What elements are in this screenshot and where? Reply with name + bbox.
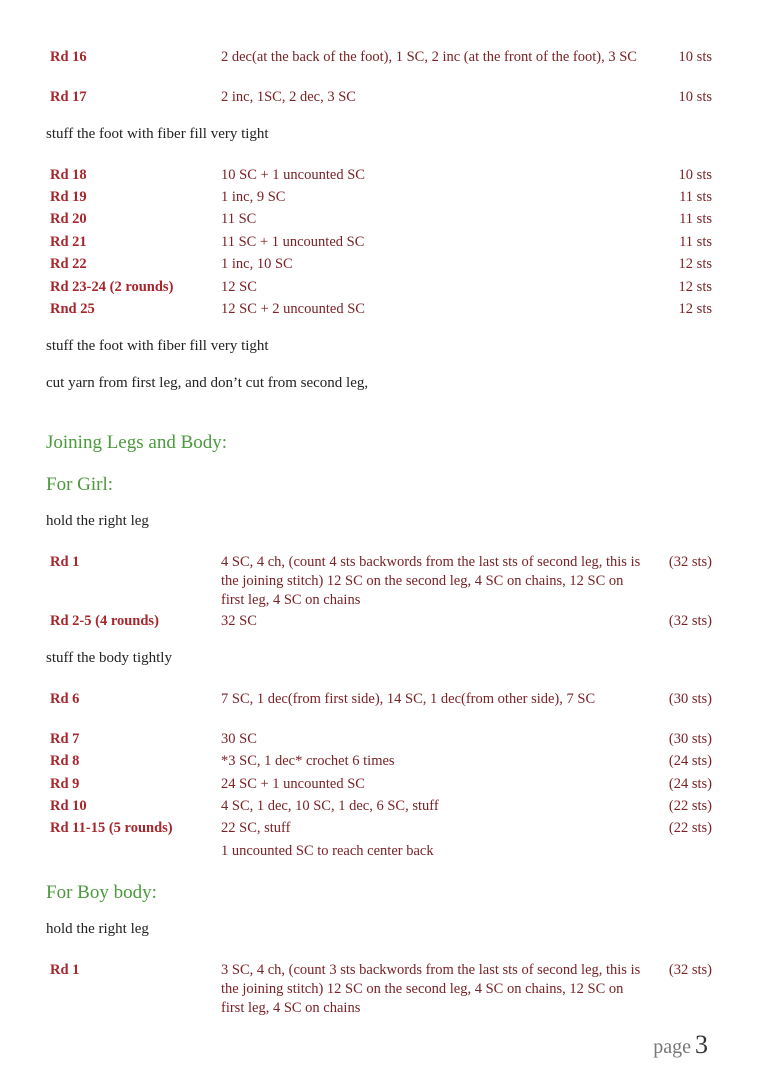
round-label: Rnd 25: [50, 301, 95, 317]
round-label: Rd 18: [50, 167, 87, 183]
round-label: Rd 22: [50, 256, 87, 272]
stitch-count: (24 sts): [668, 753, 712, 769]
round-instruction: 2 dec(at the back of the foot), 1 SC, 2 inc (at the front of the foot), 3 SC: [221, 49, 637, 65]
round-label: Rd 10: [50, 798, 87, 814]
round-instruction: 1 uncounted SC to reach center back: [221, 843, 434, 859]
round-label: Rd 23-24 (2 rounds): [50, 279, 174, 295]
round-label: Rd 16: [50, 49, 87, 65]
round-instruction: 11 SC: [221, 211, 257, 227]
page-number: [653, 1030, 708, 1060]
stitch-count: (32 sts): [668, 554, 712, 570]
round-label: Rd 17: [50, 89, 87, 105]
round-instruction: 32 SC: [221, 613, 257, 629]
round-label: Rd 9: [50, 776, 80, 792]
round-instruction: 4 SC, 1 dec, 10 SC, 1 dec, 6 SC, stuff: [221, 798, 439, 814]
round-instruction: 24 SC + 1 uncounted SC: [221, 776, 365, 792]
page-label: page: [653, 1036, 691, 1058]
stitch-count: 12 sts: [678, 256, 712, 272]
round-instruction: 12 SC: [221, 279, 257, 295]
round-instruction: 1 inc, 10 SC: [221, 256, 293, 272]
stitch-count: (32 sts): [668, 962, 712, 978]
stitch-count: 10 sts: [678, 167, 712, 183]
round-instruction: 30 SC: [221, 731, 257, 747]
round-instruction: 1 inc, 9 SC: [221, 189, 286, 205]
round-label: Rd 19: [50, 189, 87, 205]
page-number-value: 3: [695, 1030, 708, 1059]
round-instruction: 11 SC + 1 uncounted SC: [221, 234, 365, 250]
subsection-heading: For Boy body:: [46, 882, 157, 903]
round-instruction: 22 SC, stuff: [221, 820, 291, 836]
round-instruction: 7 SC, 1 dec(from first side), 14 SC, 1 dec(from other side), 7 SC: [221, 691, 596, 707]
note-text: cut yarn from first leg, and don’t cut from second leg,: [46, 375, 369, 391]
round-label: Rd 8: [50, 753, 80, 769]
section-heading: Joining Legs and Body:: [46, 432, 228, 453]
stitch-count: 11 sts: [679, 234, 712, 250]
note-text: hold the right leg: [46, 921, 149, 937]
note-text: stuff the foot with fiber fill very tight: [46, 338, 269, 354]
stitch-count: (30 sts): [668, 731, 712, 747]
stitch-count: (24 sts): [668, 776, 712, 792]
stitch-count: 11 sts: [679, 189, 712, 205]
round-instruction: 10 SC + 1 uncounted SC: [221, 167, 365, 183]
round-instruction: 3 SC, 4 ch, (count 3 sts backwords from the last sts of second leg, this is the joining stitch) 12 SC on the second leg, 4 SC on chains, 12 SC on first leg, 4 SC on chains: [221, 962, 641, 1016]
round-label: Rd 1: [50, 962, 80, 978]
stitch-count: (22 sts): [668, 820, 712, 836]
stitch-count: (32 sts): [668, 613, 712, 629]
stitch-count: (22 sts): [668, 798, 712, 814]
round-instruction: 2 inc, 1SC, 2 dec, 3 SC: [221, 89, 356, 105]
round-label: Rd 7: [50, 731, 80, 747]
round-instruction: *3 SC, 1 dec* crochet 6 times: [221, 753, 395, 769]
stitch-count: 10 sts: [678, 49, 712, 65]
round-instruction: 4 SC, 4 ch, (count 4 sts backwords from the last sts of second leg, this is the joining stitch) 12 SC on the second leg, 4 SC on chains, 12 SC on first leg, 4 SC on chains: [221, 554, 641, 608]
round-label: Rd 1: [50, 554, 80, 570]
round-label: Rd 21: [50, 234, 87, 250]
note-text: hold the right leg: [46, 513, 149, 529]
note-text: stuff the foot with fiber fill very tight: [46, 126, 269, 142]
stitch-count: 10 sts: [678, 89, 712, 105]
stitch-count: 11 sts: [679, 211, 712, 227]
round-label: Rd 20: [50, 211, 87, 227]
round-label: Rd 2-5 (4 rounds): [50, 613, 159, 629]
stitch-count: 12 sts: [678, 279, 712, 295]
stitch-count: (30 sts): [668, 691, 712, 707]
round-label: Rd 6: [50, 691, 80, 707]
round-label: Rd 11-15 (5 rounds): [50, 820, 173, 836]
round-instruction: 12 SC + 2 uncounted SC: [221, 301, 365, 317]
note-text: stuff the body tightly: [46, 650, 172, 666]
stitch-count: 12 sts: [678, 301, 712, 317]
subsection-heading: For Girl:: [46, 474, 114, 495]
